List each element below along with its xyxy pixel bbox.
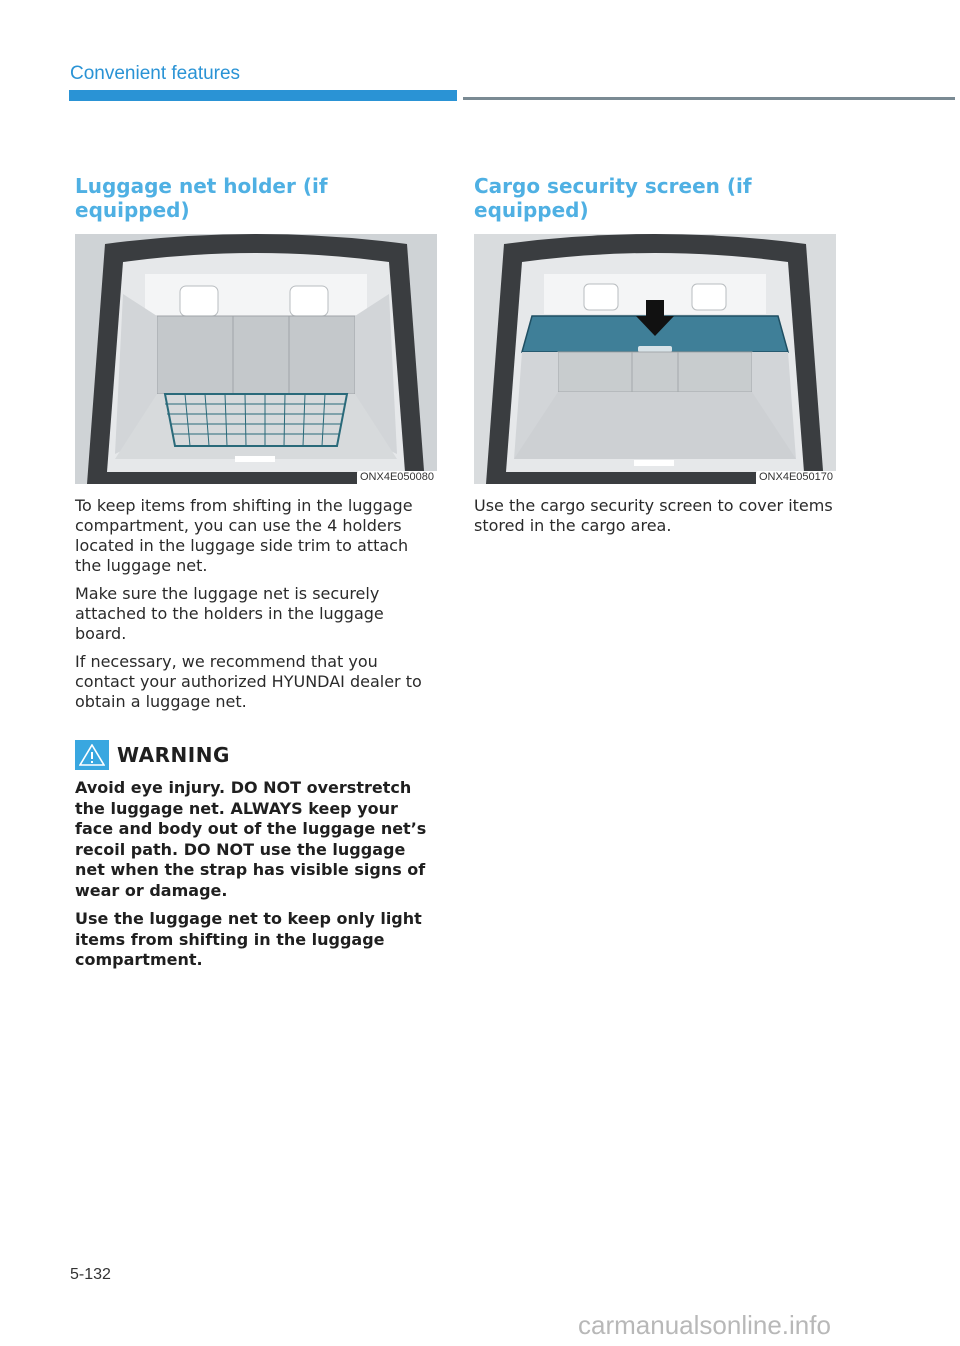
- left-column: [75, 174, 437, 971]
- luggage-net-illustration: [75, 234, 437, 484]
- warning-label: WARNING: [117, 743, 230, 767]
- luggage-net-text: [75, 496, 437, 712]
- figure-code: ONX4E050170: [756, 471, 836, 484]
- warning-triangle-icon: [75, 740, 109, 770]
- page-number: 5-132: [70, 1266, 111, 1283]
- header-bar-blue: [69, 90, 457, 101]
- luggage-net-figure: [75, 234, 437, 484]
- warning-text: Avoid eye injury. DO NOT overstretch the luggage net. ALWAYS keep your face and body out of the luggage net’s recoil path. DO NOT use the luggage net when the strap has visible signs of wear or damage.: [75, 778, 427, 900]
- section-title: Convenient features: [70, 63, 241, 84]
- figure-code: ONX4E050080: [357, 471, 437, 484]
- watermark: carmanualsonline.info: [578, 1310, 831, 1340]
- cargo-screen-illustration: [474, 234, 836, 484]
- luggage-net-heading: Luggage net holder (if equipped): [75, 174, 328, 222]
- paragraph: Use the cargo security screen to cover items stored in the cargo area.: [474, 496, 833, 535]
- paragraph: Make sure the luggage net is securely attached to the holders in the luggage board.: [75, 584, 384, 643]
- cargo-screen-heading: Cargo security screen (if equipped): [474, 174, 752, 222]
- cargo-screen-figure: [474, 234, 836, 484]
- paragraph: To keep items from shifting in the luggage compartment, you can use the 4 holders located in the luggage side trim to attach the luggage net.: [75, 496, 413, 575]
- right-column: [474, 174, 836, 544]
- warning-header: [75, 740, 437, 770]
- cargo-screen-text: [474, 496, 836, 536]
- header-bar-gray: [463, 97, 955, 100]
- paragraph: If necessary, we recommend that you contact your authorized HYUNDAI dealer to obtain a luggage net.: [75, 652, 422, 711]
- warning-text: Use the luggage net to keep only light items from shifting in the luggage compartment.: [75, 909, 422, 969]
